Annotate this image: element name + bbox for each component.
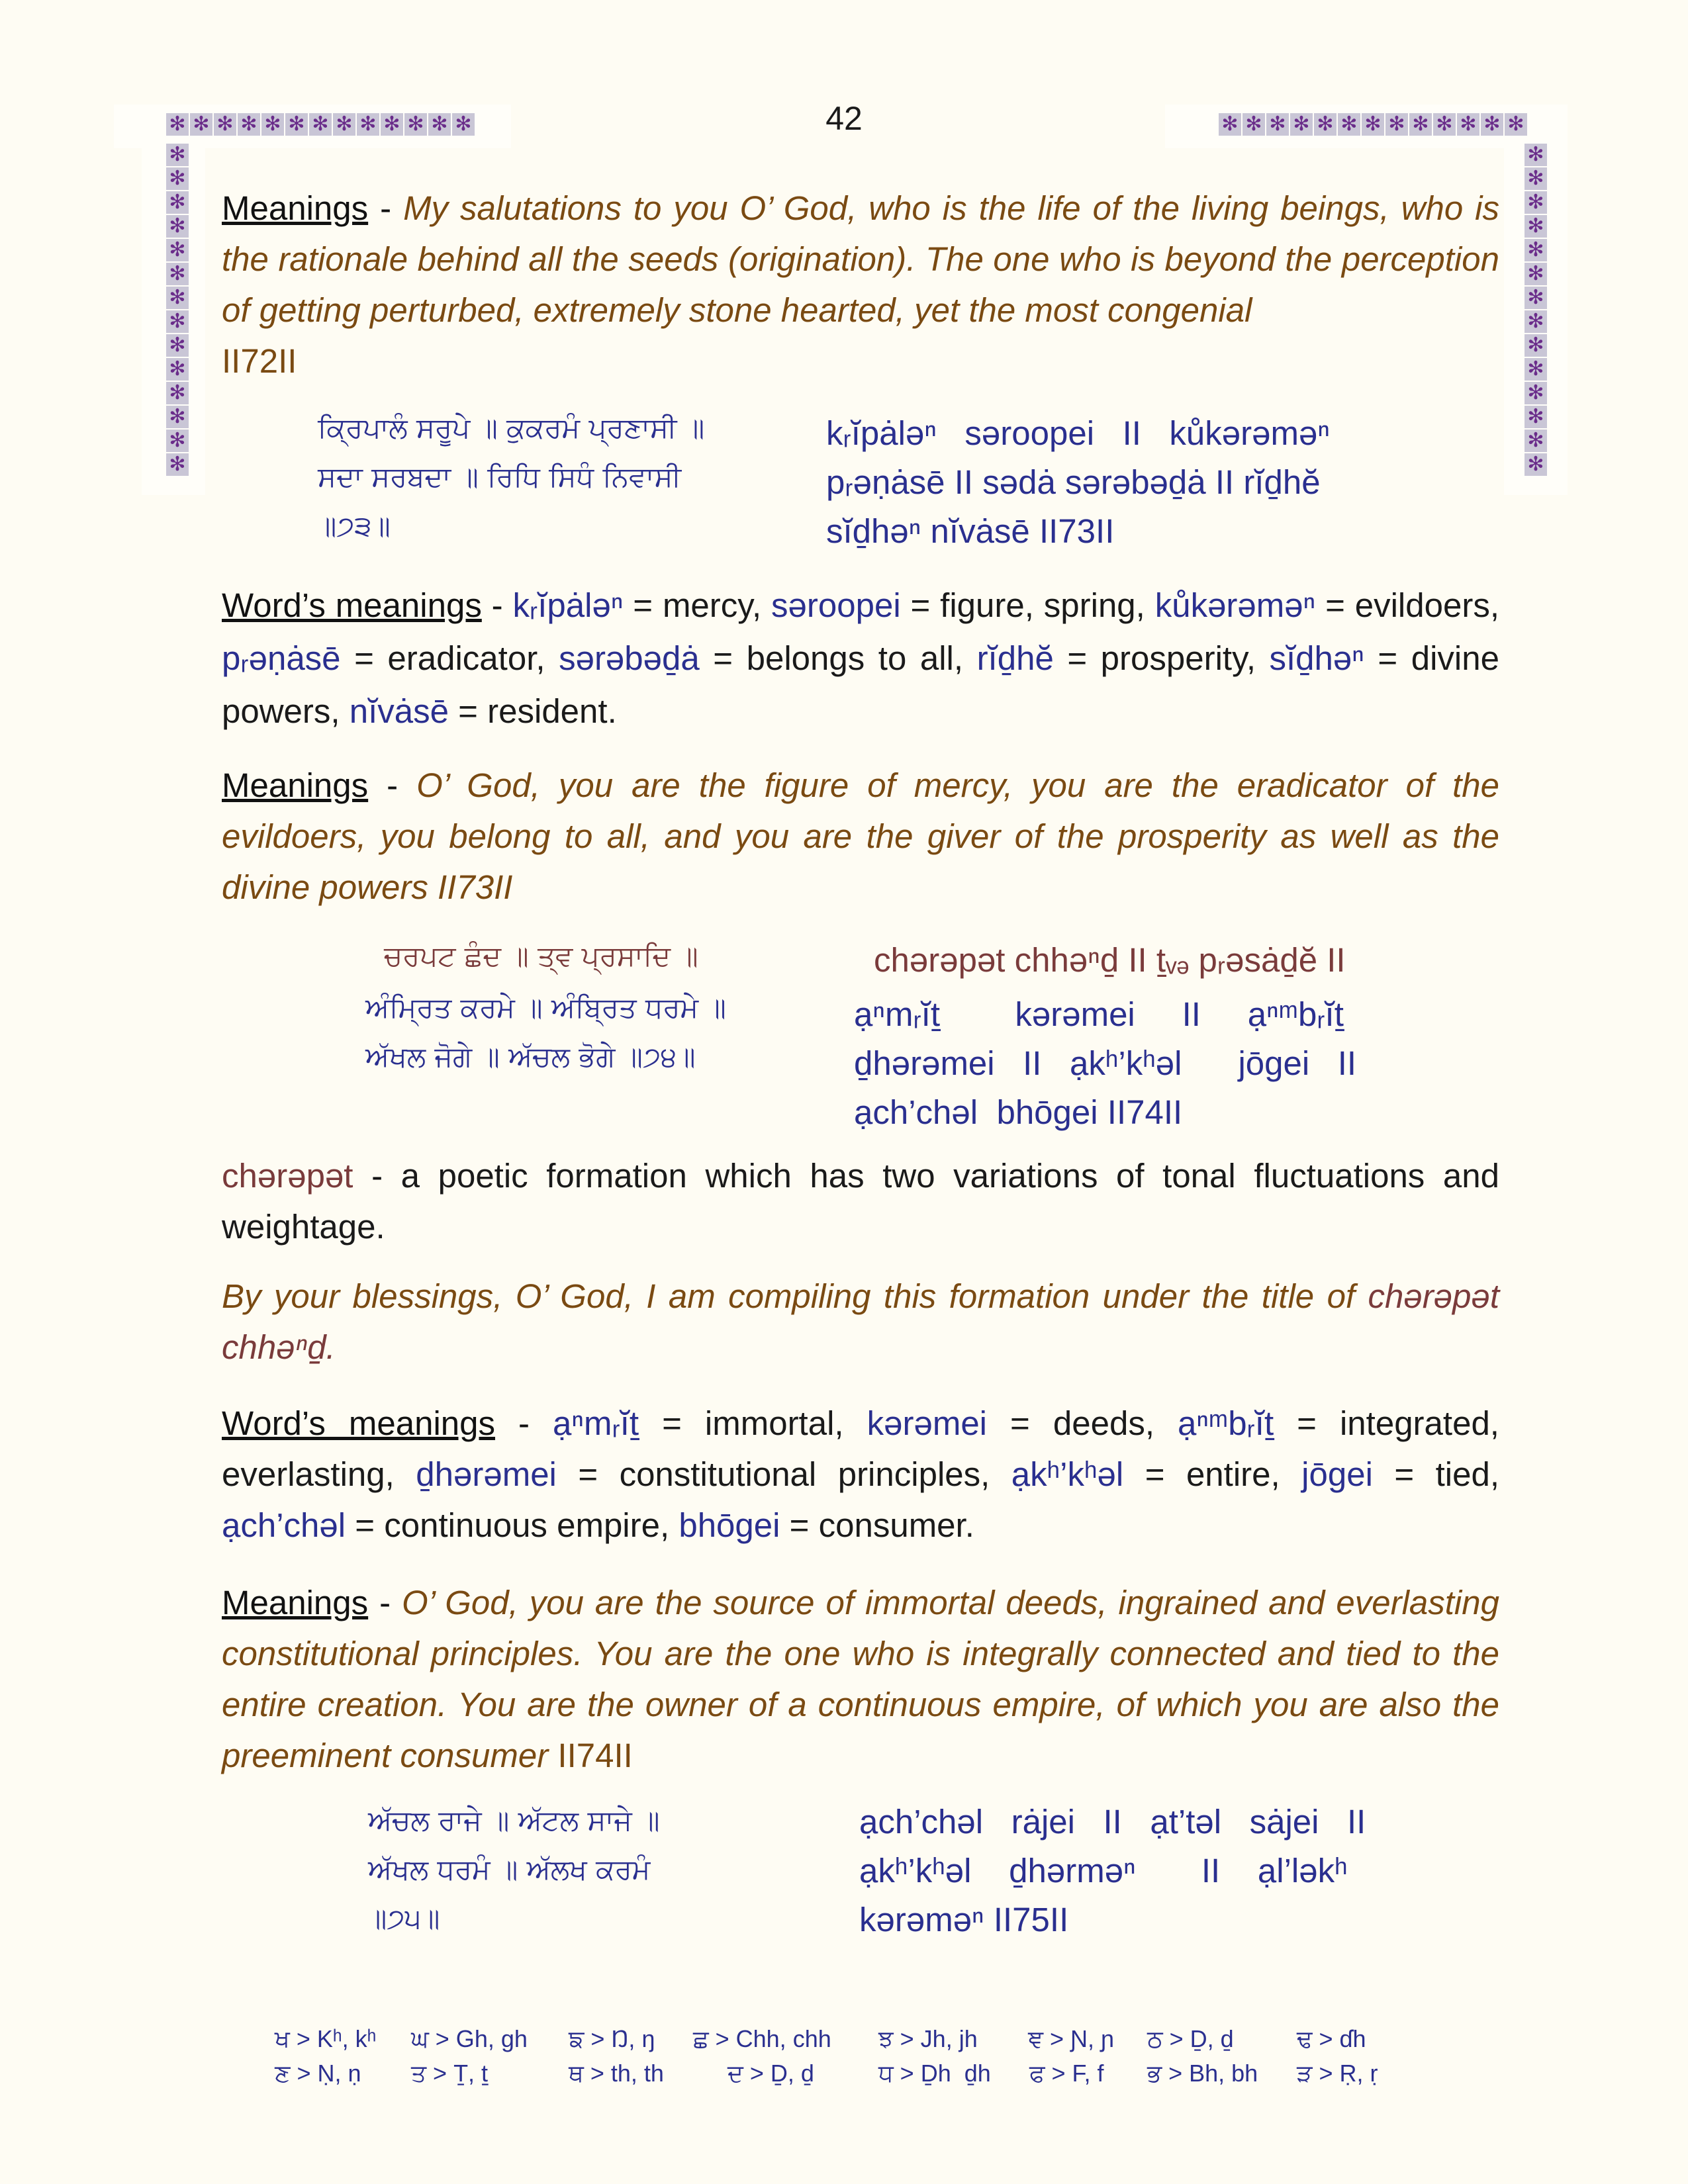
- star-ornament-icon: ✻: [166, 263, 189, 285]
- legend-item: ਫ > F, f: [1029, 2060, 1104, 2087]
- star-ornament-icon: ✻: [1524, 191, 1547, 214]
- star-ornament-icon: ✻: [333, 113, 355, 136]
- star-ornament-icon: ✻: [285, 113, 308, 136]
- translit-line: kᵣĭpȧləⁿ səroopei II kůkərəməⁿ: [826, 414, 1330, 452]
- dash: -: [368, 189, 404, 227]
- star-ornament-icon: ✻: [190, 113, 212, 136]
- star-ornament-icon: ✻: [1338, 113, 1360, 136]
- transliteration-legend: [275, 2025, 1378, 2094]
- term: kərəmei: [867, 1404, 988, 1442]
- dash: -: [353, 1157, 401, 1195]
- term: pᵣəṇȧsē: [222, 639, 341, 677]
- legend-item: ੜ > Ṛ, ṛ: [1297, 2060, 1378, 2087]
- chhand-term: chərəpət chhəⁿḏ.: [222, 1277, 1499, 1366]
- gurmukhi-line: ਅੱਚਲ ਰਾਜੇ ॥ ਅੱਟਲ ਸਾਜੇ ॥: [368, 1804, 660, 1837]
- term: ạkʰ’kʰəl: [1011, 1455, 1124, 1493]
- star-ornament-icon: ✻: [166, 167, 189, 190]
- word-meanings-label: Word’s meanings: [222, 1404, 495, 1442]
- meanings-label: Meanings: [222, 1584, 369, 1621]
- meanings-74: [222, 1577, 1499, 1781]
- legend-item: ਞ > Ɲ, ɲ: [1028, 2025, 1115, 2052]
- star-ornament-icon: ✻: [1385, 113, 1408, 136]
- word-meanings-74: [222, 1398, 1499, 1551]
- star-ornament-icon: ✻: [1524, 263, 1547, 285]
- verse-73-gurmukhi: [318, 404, 704, 551]
- gloss: = constitutional principles,: [556, 1455, 1011, 1493]
- gloss: = continuous empire,: [346, 1506, 679, 1544]
- star-ornament-icon: ✻: [166, 287, 189, 309]
- star-ornament-icon: ✻: [166, 453, 189, 476]
- meanings-text: O’ God, you are the figure of mercy, you are the eradicator of the evildoers, you belong to all, and you are the giver of the prosperity as well as the divine powers II73II: [222, 766, 1500, 906]
- term: ạⁿmᵣĭṯ: [553, 1404, 639, 1442]
- term: ạch’chəl: [222, 1506, 346, 1544]
- gurmukhi-line: ॥੭੩॥: [318, 510, 391, 542]
- gloss: = prosperity,: [1053, 639, 1270, 677]
- term: bhōgei: [679, 1506, 780, 1544]
- star-ornament-icon: ✻: [357, 113, 379, 136]
- dash: -: [495, 1404, 553, 1442]
- verse-75-transliteration: [859, 1797, 1366, 1944]
- legend-row: [275, 2060, 1378, 2094]
- star-ornament-icon: ✻: [1433, 113, 1456, 136]
- word-meanings-label: Word’s meanings: [222, 586, 482, 624]
- verse-75-gurmukhi: [368, 1796, 660, 1943]
- chhand-heading-transliteration: chərəpət chhəⁿḏ II ṯᵥₔ pᵣəsȧḏĕ II: [874, 941, 1346, 979]
- translit-line: ḏhərəmei II ạkʰ’kʰəl jōgei II: [854, 1044, 1357, 1082]
- star-ornament-icon: ✻: [1409, 113, 1432, 136]
- term: sĭḏhəⁿ: [1269, 639, 1364, 677]
- star-ornament-icon: ✻: [1524, 215, 1547, 238]
- translit-line: ạkʰ’kʰəl ḏhərməⁿ II ạl’ləkʰ: [859, 1852, 1348, 1889]
- gloss: = deeds,: [987, 1404, 1178, 1442]
- dash: -: [368, 766, 417, 804]
- gurmukhi-line: ਅੰਮ੍ਰਿਤ ਕਰਮੇ ॥ ਅੰਬ੍ਰਿਤ ਧਰਮੇ ॥: [365, 991, 726, 1024]
- star-ornament-icon: ✻: [166, 191, 189, 214]
- star-ornament-icon: ✻: [1524, 358, 1547, 381]
- star-ornament-icon: ✻: [1524, 167, 1547, 190]
- legend-row: [275, 2025, 1378, 2060]
- legend-item: ਥ > th, th: [569, 2060, 664, 2087]
- chhand-heading-gurmukhi: ਚਰਪਟ ਛੰਦ ॥ ਤ੍ਵ ਪ੍ਰਸਾਦਿ ॥: [384, 940, 698, 972]
- dash: -: [368, 1584, 402, 1621]
- star-ornament-icon: ✻: [1524, 430, 1547, 452]
- verse-number: II72II: [222, 342, 297, 380]
- term: kůkərəməⁿ: [1154, 586, 1316, 624]
- translit-line: ạⁿmᵣĭṯ kərəmei II ạⁿᵐbᵣĭṯ: [854, 995, 1344, 1033]
- verse-74-gurmukhi: [365, 983, 726, 1081]
- meanings-72: [222, 183, 1499, 387]
- gurmukhi-line: ਸਦਾ ਸਰਬਦਾ ॥ ਰਿਧਿ ਸਿਧੰ ਨਿਵਾਸੀ: [318, 461, 682, 493]
- legend-item: ਭ > Bh, bh: [1147, 2060, 1258, 2087]
- legend-item: ਣ > Ṇ, ṇ: [275, 2060, 361, 2087]
- star-ornament-icon: ✻: [166, 358, 189, 381]
- star-ornament-icon: ✻: [1524, 310, 1547, 333]
- term: rĭḏhĕ: [976, 639, 1054, 677]
- gloss: = tied,: [1372, 1455, 1499, 1493]
- term: ạⁿᵐbᵣĭṯ: [1178, 1404, 1274, 1442]
- star-ornament-icon: ✻: [1243, 113, 1265, 136]
- charpat-definition: [222, 1150, 1499, 1252]
- star-ornament-icon: ✻: [404, 113, 427, 136]
- star-ornament-icon: ✻: [238, 113, 260, 136]
- legend-item: ਘ > Gh, gh: [411, 2025, 528, 2052]
- gloss: = mercy,: [623, 586, 772, 624]
- meanings-label: Meanings: [222, 766, 369, 804]
- gurmukhi-line: ॥੭੫॥: [368, 1902, 440, 1934]
- gurmukhi-line: ਅੱਖਲ ਜੋਗੇ ॥ ਅੱਚਲ ਭੋਗੇ ॥੭੪॥: [365, 1040, 696, 1073]
- gloss: = consumer.: [780, 1506, 974, 1544]
- star-ornament-icon: ✻: [1524, 287, 1547, 309]
- gloss: = divine powers,: [222, 639, 1499, 730]
- term: səroopei: [771, 586, 901, 624]
- dash: -: [481, 586, 513, 624]
- star-ornament-icon: ✻: [1524, 144, 1547, 166]
- star-ornament-icon: ✻: [1457, 113, 1479, 136]
- star-ornament-icon: ✻: [452, 113, 475, 136]
- star-ornament-icon: ✻: [1314, 113, 1336, 136]
- star-ornament-icon: ✻: [309, 113, 332, 136]
- legend-item: ਝ > Jh, jh: [878, 2025, 978, 2052]
- star-ornament-icon: ✻: [1524, 453, 1547, 476]
- star-ornament-icon: ✻: [166, 430, 189, 452]
- left-star-border: [165, 143, 189, 477]
- blessing-text: By your blessings, O’ God, I am compiling this formation under the title of: [222, 1277, 1368, 1315]
- star-ornament-icon: ✻: [428, 113, 451, 136]
- legend-item: ਦ > Ḏ, ḏ: [727, 2060, 814, 2087]
- term: sərəbəḏȧ: [559, 639, 700, 677]
- translit-line: pᵣəṇȧsē II sədȧ sərəbəḏȧ II rĭḏhĕ: [826, 463, 1321, 501]
- star-ornament-icon: ✻: [214, 113, 236, 136]
- definition-text: a poetic formation which has two variations of tonal fluctuations and weightage.: [222, 1157, 1499, 1246]
- page-number: 42: [825, 100, 863, 137]
- star-ornament-icon: ✻: [1481, 113, 1503, 136]
- star-ornament-icon: ✻: [1290, 113, 1313, 136]
- legend-item: ਙ > Ŋ, ŋ: [569, 2025, 655, 2052]
- star-ornament-icon: ✻: [166, 215, 189, 238]
- star-ornament-icon: ✻: [1266, 113, 1289, 136]
- star-ornament-icon: ✻: [1362, 113, 1384, 136]
- term: nĭvȧsē: [349, 692, 449, 730]
- star-ornament-icon: ✻: [166, 310, 189, 333]
- gloss: = integrated, everlasting,: [222, 1404, 1499, 1493]
- star-ornament-icon: ✻: [1524, 334, 1547, 357]
- gloss: = eradicator,: [340, 639, 559, 677]
- word-meanings-73: [222, 579, 1499, 738]
- meanings-text: O’ God, you are the source of immortal deeds, ingrained and everlasting constitutional principles. You are the one who is integrally connected and tied to the entire creation. You are the owner of a continuous empire, of which you are also the preeminent consumer: [222, 1584, 1499, 1774]
- term: jōgei: [1301, 1455, 1373, 1493]
- translit-line: sĭḏhəⁿ nĭvȧsē II73II: [826, 512, 1115, 550]
- star-ornament-icon: ✻: [1505, 113, 1527, 136]
- gloss: = belongs to all,: [699, 639, 977, 677]
- star-ornament-icon: ✻: [166, 144, 189, 166]
- right-star-border: [1524, 143, 1548, 477]
- legend-item: ਤ > Ṯ, ṯ: [411, 2060, 489, 2087]
- verse-73-transliteration: [826, 409, 1330, 556]
- translit-line: kərəməⁿ II75II: [859, 1901, 1069, 1938]
- term: chərəpət: [222, 1157, 353, 1195]
- translit-line: ạch’chəl rȧjei II ạt’təl sȧjei II: [859, 1803, 1366, 1841]
- verse-number: II74II: [548, 1737, 633, 1774]
- gurmukhi-line: ਅੱਖਲ ਧਰਮੰ ॥ ਅੱਲਖ ਕਰਮੰ: [368, 1853, 651, 1886]
- gloss: = figure, spring,: [900, 586, 1155, 624]
- star-ornament-icon: ✻: [1524, 239, 1547, 261]
- star-ornament-icon: ✻: [166, 239, 189, 261]
- legend-item: ਧ > Ḏh ḏh: [878, 2060, 991, 2087]
- term: kᵣĭpȧləⁿ: [512, 586, 624, 624]
- star-ornament-icon: ✻: [166, 382, 189, 404]
- gurmukhi-line: ਕ੍ਰਿਪਾਲੰ ਸਰੂਪੇ ॥ ਕੁਕਰਮੰ ਪ੍ਰਣਾਸੀ ॥: [318, 412, 705, 444]
- star-ornament-icon: ✻: [1524, 406, 1547, 428]
- star-ornament-icon: ✻: [261, 113, 284, 136]
- star-ornament-icon: ✻: [1219, 113, 1241, 136]
- legend-item: ਠ > Ḏ, ḏ: [1147, 2025, 1234, 2052]
- legend-item: ਛ > Chh, chh: [693, 2025, 831, 2052]
- meanings-text: My salutations to you O’ God, who is the life of the living beings, who is the rationale behind all the seeds (origination). The one who is beyond the perception of getting perturbed, extremely stone hearted, yet the most congenial: [222, 189, 1499, 329]
- star-ornament-icon: ✻: [166, 406, 189, 428]
- gloss: = evildoers,: [1315, 586, 1499, 624]
- star-ornament-icon: ✻: [166, 334, 189, 357]
- blessing-paragraph: [222, 1271, 1499, 1373]
- term: ḏhərəmei: [416, 1455, 557, 1493]
- legend-item: ਖ > Kʰ, kʰ: [275, 2025, 377, 2052]
- star-ornament-icon: ✻: [166, 113, 189, 136]
- star-ornament-icon: ✻: [381, 113, 403, 136]
- gloss: = resident.: [449, 692, 617, 730]
- star-ornament-icon: ✻: [1524, 382, 1547, 404]
- verse-74-transliteration: [854, 990, 1356, 1137]
- meanings-73: [222, 760, 1499, 913]
- translit-line: ạch’chəl bhōgei II74II: [854, 1093, 1183, 1131]
- legend-item: ਢ > ɗh: [1297, 2025, 1366, 2052]
- gloss: = entire,: [1123, 1455, 1302, 1493]
- gloss: = immortal,: [639, 1404, 867, 1442]
- meanings-label: Meanings: [222, 189, 369, 227]
